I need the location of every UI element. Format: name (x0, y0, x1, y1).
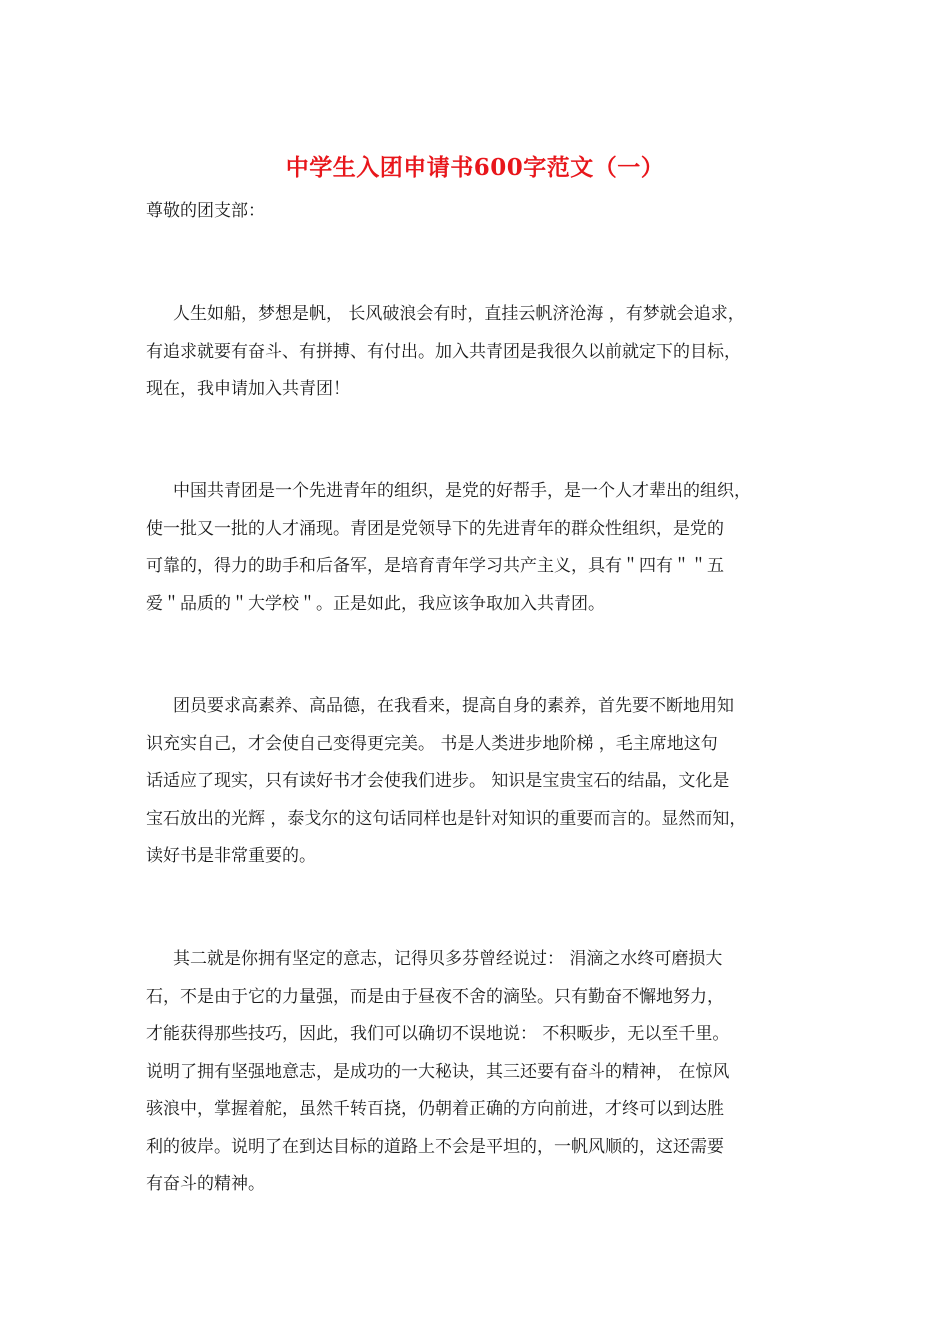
paragraph-line: 识充实自己，才会使自己变得更完美。 书是人类进步地阶梯 ，毛主席地这句 (146, 733, 718, 754)
paragraph-line: 利的彼岸。说明了在到达目标的道路上不会是平坦的，一帆风顺的，这还需要 (146, 1136, 724, 1157)
salutation: 尊敬的团支部： (146, 201, 265, 221)
paragraph-line: 说明了拥有坚强地意志，是成功的一大秘诀，其三还要有奋斗的精神， 在惊风 (146, 1061, 730, 1082)
paragraph-line: 有奋斗的精神。 (146, 1174, 265, 1194)
paragraph-line: 才能获得那些技巧，因此，我们可以确切不误地说： 不积畈步，无以至千里。 (146, 1024, 730, 1044)
paragraph-line: 其二就是你拥有坚定的意志，记得贝多芬曾经说过： 涓滴之水终可磨损大 (173, 949, 723, 969)
paragraph-line: 话适应了现实，只有读好书才会使我们进步。 知识是宝贵宝石的结晶，文化是 (146, 771, 730, 791)
paragraph-line: 有追求就要有奋斗、有拼搏、有付出。加入共青团是我很久以前就定下的目标， (146, 341, 741, 362)
paragraph-line: 中国共青团是一个先进青年的组织，是党的好帮手，是一个人才辈出的组织， (173, 481, 751, 501)
paragraph-2 (146, 473, 836, 623)
paragraph-3 (146, 688, 836, 876)
paragraph-line: 可靠的，得力的助手和后备军，是培育青年学习共产主义，具有＂四有＂＂五 (146, 556, 724, 576)
paragraph-1 (146, 296, 836, 409)
paragraph-line: 骇浪中，掌握着舵，虽然千转百挠，仍朝着正确的方向前进，才终可以到达胜 (146, 1099, 724, 1119)
paragraph-4 (146, 941, 836, 1204)
paragraph-line: 团员要求高素养、高品德，在我看来，提高自身的素养，首先要不断地用知 (173, 696, 734, 716)
paragraph-line: 爱＂品质的＂大学校＂。正是如此，我应该争取加入共青团。 (146, 593, 605, 614)
paragraph-line: 人生如船，梦想是帆， 长风破浪会有时，直挂云帆济沧海 ，有梦就会追求， (173, 304, 745, 324)
paragraph-line: 使一批又一批的人才涌现。青团是党领导下的先进青年的群众性组织，是党的 (146, 518, 724, 539)
document-title: 中学生入团申请书600字范文（一） (285, 154, 665, 181)
paragraph-line: 石，不是由于它的力量强，而是由于昼夜不舍的滴坠。只有勤奋不懈地努力， (146, 986, 724, 1007)
paragraph-line: 读好书是非常重要的。 (146, 846, 316, 866)
paragraph-line: 现在，我申请加入共青团！ (146, 379, 350, 399)
paragraph-line: 宝石放出的光辉 ，泰戈尔的这句话同样也是针对知识的重要而言的。显然而知， (146, 808, 747, 829)
